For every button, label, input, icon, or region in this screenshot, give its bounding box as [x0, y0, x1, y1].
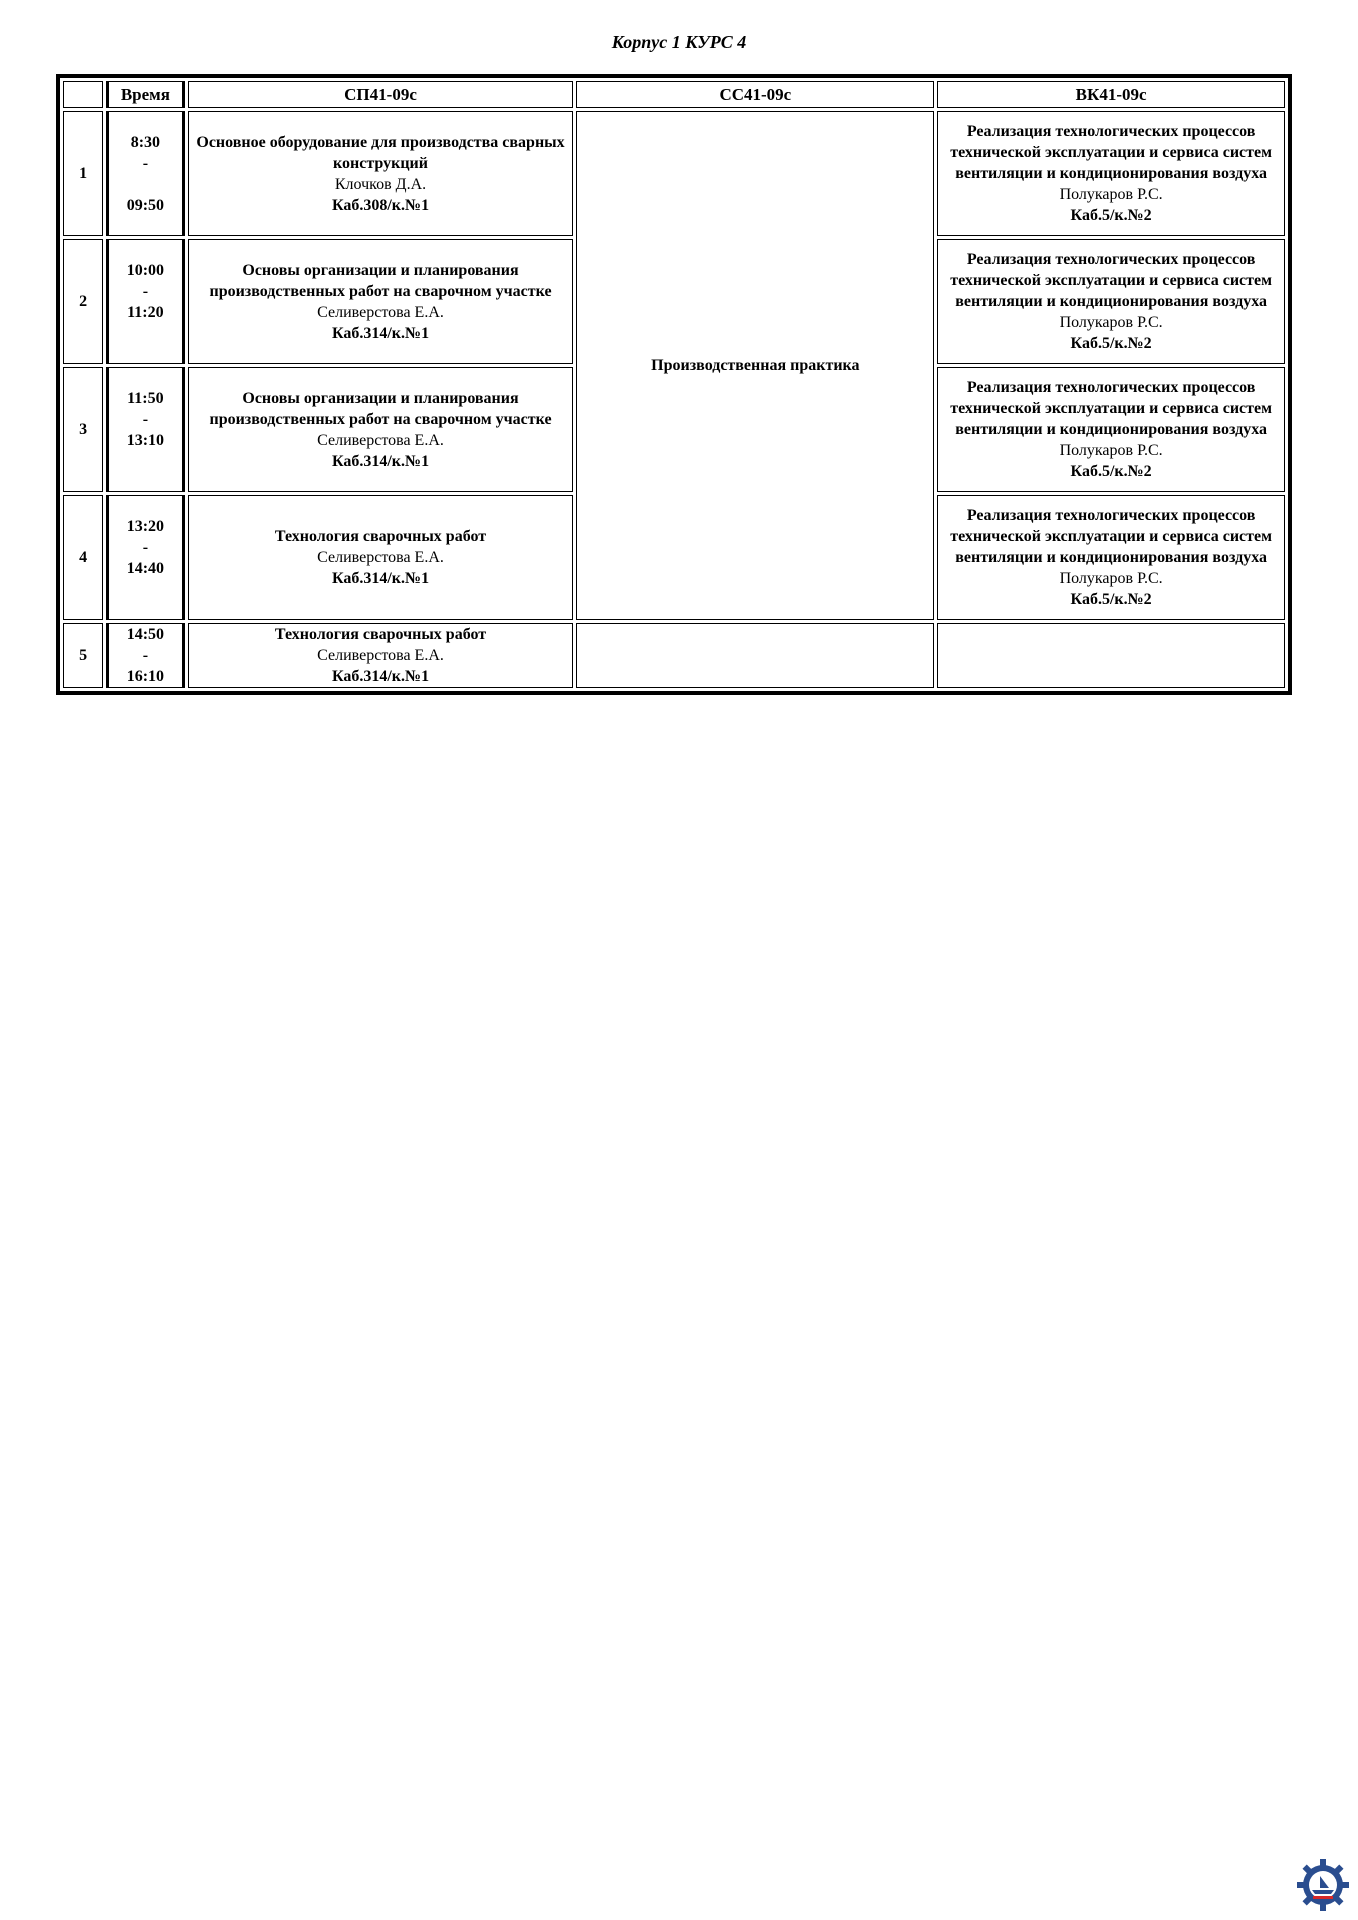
lesson-cell-sp — [188, 367, 574, 492]
lesson-subject: Производственная практика — [651, 357, 860, 374]
lesson-teacher: Полукаров Р.С. — [1059, 570, 1163, 587]
header-group-ss: СС41-09с — [576, 81, 934, 108]
lesson-subject: Технология сварочных работ — [274, 528, 487, 545]
gear-logo-icon — [1296, 1858, 1350, 1912]
lesson-room: Каб.314/к.№1 — [331, 668, 430, 685]
lesson-subject: Основы организации и планирования производственных работ на сварочном участке — [209, 389, 552, 428]
lesson-subject: Реализация технологических процессов технической эксплуатации и сервиса систем вентиляции и кондиционирования воздуха — [950, 507, 1273, 566]
header-num-cell — [63, 81, 103, 108]
lesson-room: Каб.5/к.№2 — [1070, 335, 1152, 352]
lesson-cell-vk-empty — [937, 623, 1285, 688]
pair-time: 8:30 - 09:50 — [106, 111, 184, 236]
lesson-room: Каб.5/к.№2 — [1070, 591, 1152, 608]
lesson-subject: Реализация технологических процессов технической эксплуатации и сервиса систем вентиляции и кондиционирования воздуха — [950, 379, 1273, 438]
lesson-cell-sp — [188, 623, 574, 688]
table-row — [63, 623, 1285, 688]
lesson-cell-sp — [188, 111, 574, 236]
lesson-room: Каб.308/к.№1 — [331, 196, 430, 214]
lesson-teacher: Полукаров Р.С. — [1059, 314, 1163, 331]
pair-number: 4 — [63, 495, 103, 620]
pair-number: 5 — [63, 623, 103, 688]
pair-number: 2 — [63, 239, 103, 364]
lesson-room: Каб.5/к.№2 — [1070, 463, 1152, 480]
lesson-cell-vk — [937, 239, 1285, 364]
lesson-room: Каб.314/к.№1 — [331, 570, 430, 587]
lesson-teacher: Полукаров Р.С. — [1059, 186, 1163, 203]
lesson-teacher: Селиверстова Е.А. — [317, 303, 444, 321]
lesson-subject: Основы организации и планирования производственных работ на сварочном участке — [209, 261, 552, 300]
lesson-subject: Реализация технологических процессов технической эксплуатации и сервиса систем вентиляции и кондиционирования воздуха — [950, 251, 1273, 310]
pair-time: 14:50 - 16:10 — [106, 623, 184, 688]
lesson-cell-sp — [188, 239, 574, 364]
pair-time: 10:00 - 11:20 — [106, 239, 184, 364]
lesson-room: Каб.5/к.№2 — [1070, 207, 1152, 224]
header-row — [63, 81, 1285, 108]
lesson-cell-vk — [937, 367, 1285, 492]
lesson-cell-sp — [188, 495, 574, 620]
header-time-cell: Время — [106, 81, 184, 108]
header-group-sp: СП41-09с — [188, 81, 574, 108]
lesson-teacher: Клочков Д.А. — [334, 175, 427, 193]
lesson-room: Каб.314/к.№1 — [331, 324, 430, 342]
lesson-subject: Реализация технологических процессов технической эксплуатации и сервиса систем вентиляции и кондиционирования воздуха — [950, 123, 1273, 182]
header-group-vk: ВК41-09с — [937, 81, 1285, 108]
lesson-teacher: Селиверстова Е.А. — [317, 431, 444, 449]
pair-number: 1 — [63, 111, 103, 236]
lesson-subject: Основное оборудование для производства сварных конструкций — [196, 133, 565, 172]
schedule-table — [56, 74, 1292, 695]
lesson-room: Каб.314/к.№1 — [331, 452, 430, 470]
lesson-cell-ss-merged — [576, 111, 934, 620]
lesson-cell-ss-empty — [576, 623, 934, 688]
page-title: Корпус 1 КУРС 4 — [611, 32, 747, 52]
table-row — [63, 111, 1285, 236]
lesson-teacher: Селиверстова Е.А. — [317, 549, 444, 566]
lesson-subject: Технология сварочных работ — [274, 626, 487, 643]
pair-time: 13:20 - 14:40 — [106, 495, 184, 620]
lesson-teacher: Полукаров Р.С. — [1059, 442, 1163, 459]
lesson-cell-vk — [937, 495, 1285, 620]
pair-number: 3 — [63, 367, 103, 492]
lesson-teacher: Селиверстова Е.А. — [317, 647, 444, 664]
lesson-cell-vk — [937, 111, 1285, 236]
pair-time: 11:50 - 13:10 — [106, 367, 184, 492]
